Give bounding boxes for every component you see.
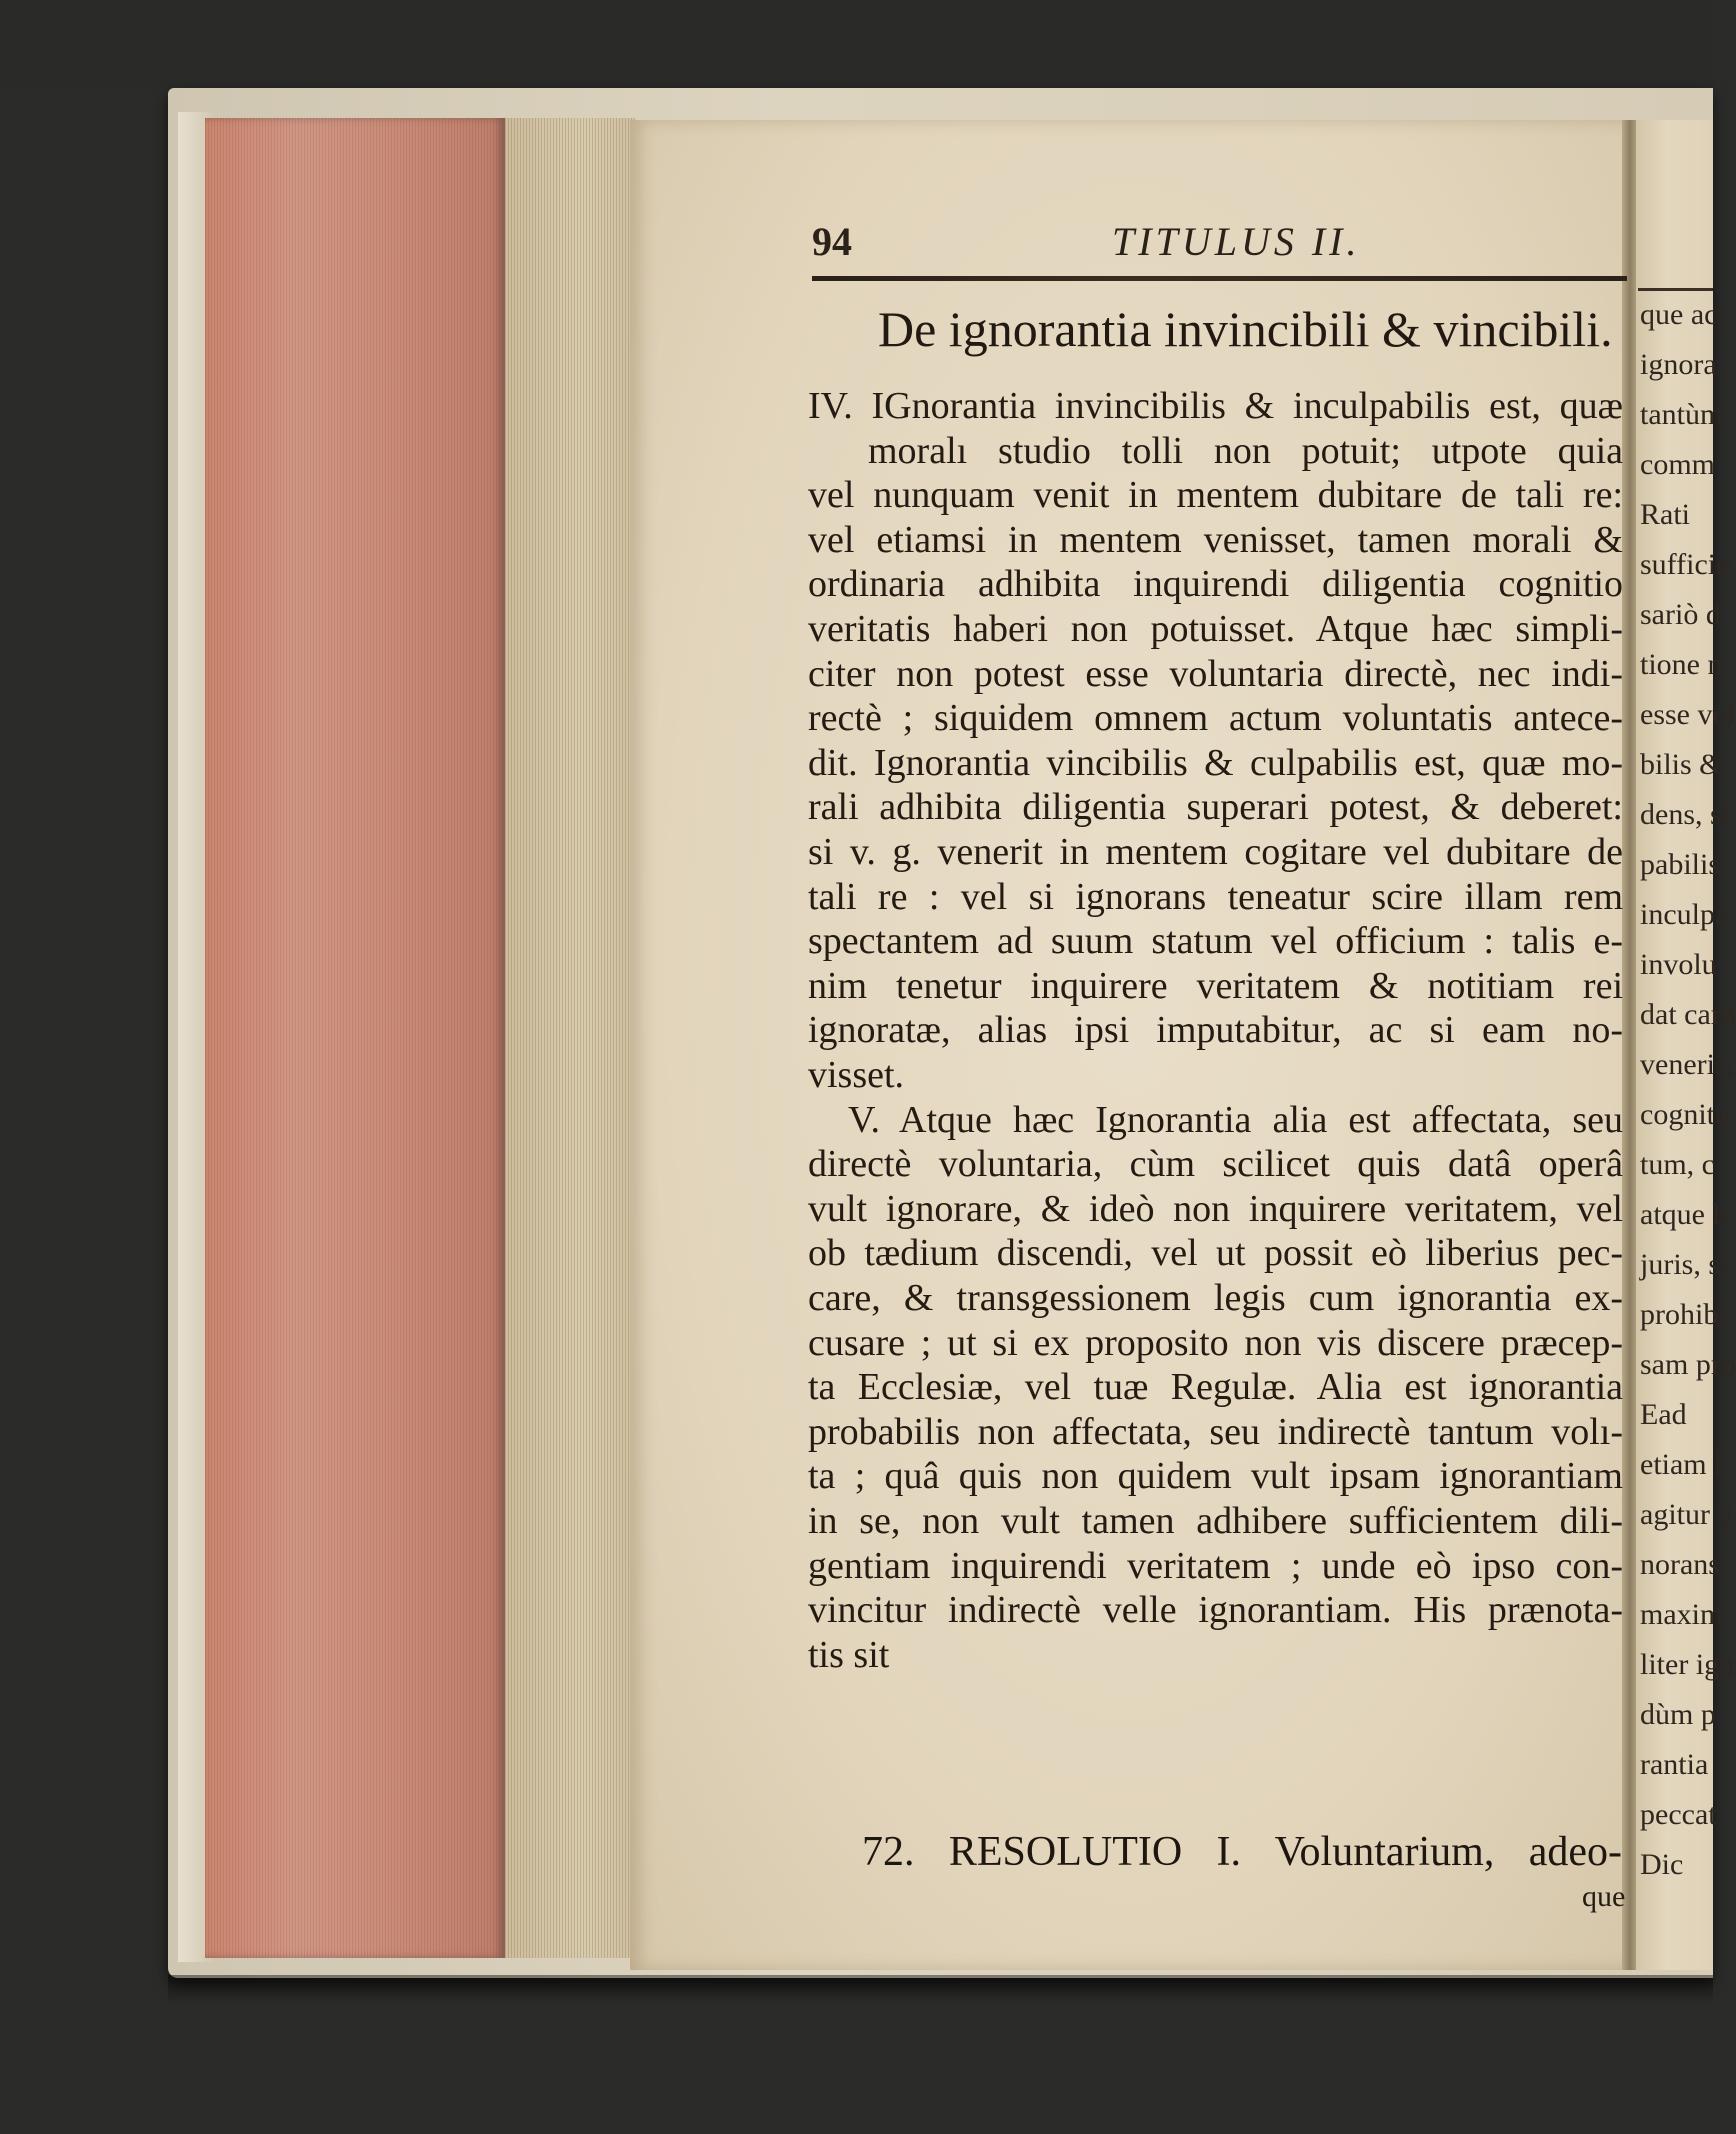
resolutio-heading: 72. RESOLUTIO I. Voluntarium, adeo- <box>862 1829 1622 1875</box>
facing-text-line: sufficie <box>1640 548 1730 581</box>
text-line: gentiam inquirendi veritatem ; unde eò ipso con- <box>808 1544 1623 1587</box>
section-title: De ignorantia invincibili & vincibili. <box>878 301 1613 357</box>
facing-text-line: que act <box>1640 298 1726 331</box>
facing-text-line: Ead <box>1640 1398 1687 1431</box>
facing-text-line: atque h <box>1640 1198 1728 1231</box>
facing-text-line: dùm p <box>1640 1698 1716 1731</box>
facing-text-line: cognitu <box>1640 1098 1730 1131</box>
background <box>0 0 1713 90</box>
text-line: visset. <box>808 1054 905 1096</box>
text-line: V. Atque hæc Ignorantia alia est affectata, seu <box>848 1098 1623 1141</box>
facing-text-line: bilis & <box>1640 748 1723 781</box>
text-line: citer non potest esse voluntaria directè, nec indi- <box>808 652 1623 695</box>
facing-text-line: etiam i <box>1640 1448 1723 1481</box>
text-line: rectè ; siquidem omnem actum voluntatis antece- <box>808 697 1623 740</box>
running-head <box>812 218 1622 278</box>
running-title: TITULUS II. <box>1112 219 1361 264</box>
head-rule <box>812 276 1627 281</box>
text-line: moralı studio tolli non potuit; utpote quia <box>868 429 1623 472</box>
facing-text-line: Dic <box>1640 1848 1684 1881</box>
shadow <box>168 1975 1713 2005</box>
facing-text-line: tione n <box>1640 648 1723 681</box>
text-line: rali adhibita diligentia superari potest, & deberet: <box>808 786 1623 829</box>
facing-text-line: esse vol <box>1640 698 1736 731</box>
text-line: care, & transgessionem legis cum ignorantia ex- <box>808 1277 1623 1319</box>
text-line: probabilis non affectata, seu indirectè tantum volı- <box>808 1410 1623 1453</box>
text-line: tis sit <box>808 1633 890 1676</box>
text-line: ob tædium discendi, vel ut possit eò liberius pec- <box>808 1232 1623 1275</box>
facing-text-line: liter ign <box>1640 1648 1735 1681</box>
catchword: que <box>1582 1880 1626 1913</box>
facing-page <box>1636 120 1736 1970</box>
facing-text-line: dens, si <box>1640 798 1730 831</box>
facing-text-line: veneris, <box>1640 1048 1735 1081</box>
facing-text-line: rantia <box>1640 1748 1709 1781</box>
facing-text-line: sariò d <box>1640 598 1721 631</box>
text-line: dit. Ignorantia vincibilis & culpabilis est, quæ mo- <box>808 741 1623 784</box>
facing-text-line: Rati <box>1640 498 1690 531</box>
facing-text-line: tum, c <box>1640 1148 1715 1181</box>
text-line: ignoratæ, alias ipsi imputabitur, ac si eam no- <box>808 1009 1623 1052</box>
page-number: 94 <box>812 219 852 264</box>
text-line: vult ignorare, & ideò non inquirere veritatem, vel <box>808 1187 1623 1230</box>
facing-text-line: prohibi <box>1640 1298 1727 1331</box>
facing-text-line: pabilis <box>1640 848 1720 881</box>
text-line: veritatis haberi non potuisset. Atque hæc simpli- <box>808 608 1623 650</box>
facing-text-line: comm <box>1640 448 1715 481</box>
text-line: nim tenetur inquirere veritatem & notitiam rei <box>808 964 1623 1007</box>
text-line: ta ; quâ quis non quidem vult ipsam ignorantiam <box>808 1455 1623 1498</box>
facing-text-line: dat carn <box>1640 998 1736 1031</box>
text-line: cusare ; ut si ex proposito non vis discere præcep- <box>808 1321 1623 1364</box>
facing-text-line: maxim <box>1640 1598 1724 1631</box>
facing-text-line: tantùm <box>1640 398 1724 431</box>
page-edges-stained <box>205 118 505 1958</box>
text-line: vel nunquam venit in mentem dubitare de tali re: <box>808 474 1623 517</box>
facing-text-line: norans <box>1640 1548 1720 1581</box>
facing-text-line: agitur v <box>1640 1498 1733 1531</box>
facing-text-line: ignora <box>1640 348 1717 381</box>
text-line: ordinaria adhibita inquirendi diligentia cognitio <box>808 563 1623 606</box>
text-line: tali re : vel si ignorans teneatur scire illam rem <box>808 875 1623 918</box>
text-line: in se, non vult tamen adhibere sufficientem dili- <box>808 1500 1623 1542</box>
facing-text-line: juris, si <box>1640 1248 1729 1281</box>
text-line: IV. IGnorantia invincibilis & inculpabilis est, quæ <box>808 385 1623 427</box>
page-edges <box>505 118 635 1958</box>
text-line: si v. g. venerit in mentem cogitare vel dubitare de <box>808 831 1623 873</box>
facing-head-rule <box>1638 288 1713 291</box>
text-line: ta Ecclesiæ, vel tuæ Regulæ. Alia est ignorantia <box>808 1366 1623 1409</box>
facing-text-line: involu <box>1640 948 1717 981</box>
text-line: vincitur indirectè velle ignorantiam. His prænota- <box>808 1589 1623 1632</box>
facing-text-line: sam pro <box>1640 1348 1736 1381</box>
text-line: directè voluntaria, cùm scilicet quis datâ operâ <box>808 1143 1623 1186</box>
facing-text-line: inculpa <box>1640 898 1729 931</box>
text-line: spectantem ad suum statum vel officium : talis e- <box>808 920 1623 963</box>
facing-text-line: peccat <box>1640 1798 1717 1831</box>
text-line: vel etiamsi in mentem venisset, tamen morali & <box>808 518 1623 561</box>
